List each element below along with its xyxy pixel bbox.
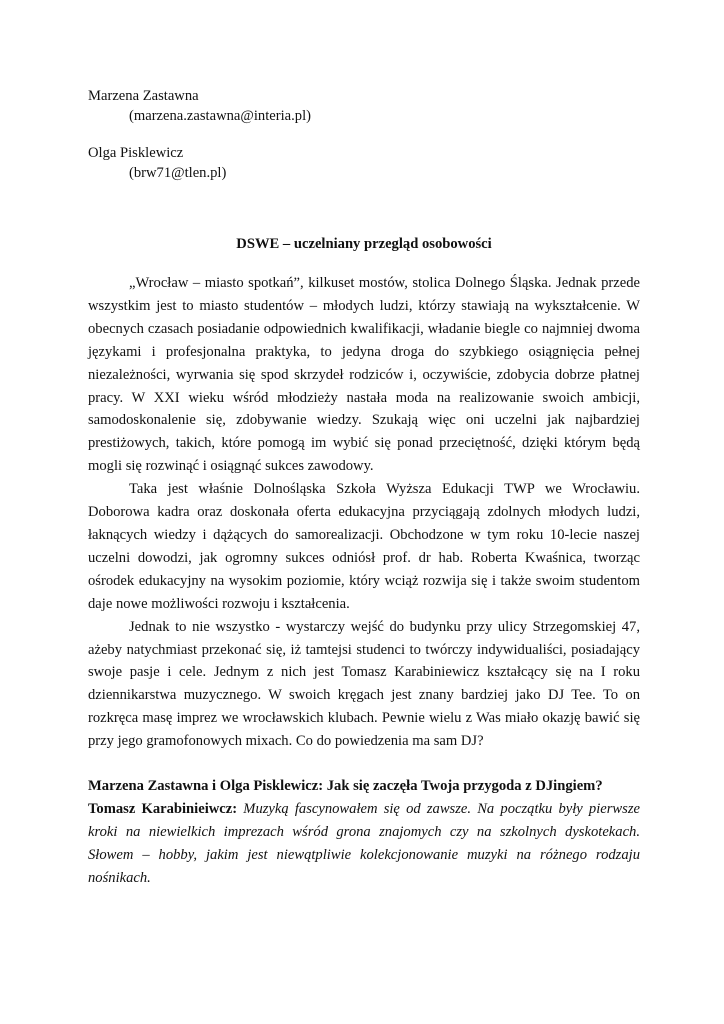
interview-section <box>88 775 640 890</box>
answer-text: Muzyką fascynowałem się od zawsze. Na początku były pierwsze kroki na niewielkich imprezach wśród grona znajomych czy na szkolnych dyskotekach. Słowem – hobby, jakim jest niewątpliwie kolekcjonowanie muzyki na różnego rodzaju nośnikach. <box>88 800 640 886</box>
article-title: DSWE – uczelniany przegląd osobowości <box>236 236 492 252</box>
interview-answer <box>88 798 640 890</box>
author-block-1 <box>88 86 640 126</box>
author-email: (marzena.zastawna@interia.pl) <box>129 108 311 124</box>
document-page <box>88 86 640 890</box>
body-paragraph: Taka jest właśnie Dolnośląska Szkoła Wyższa Edukacji TWP we Wrocławiu. Doborowa kadra oraz doskonała oferta edukacyjna przyciągają zdolnych młodych ludzi, łaknących wiedzy i dążących do samorealizacji. Obchodzone w tym roku 10-lecie naszej uczelni dowodzi, jak ogromny sukces odniósł prof. dr hab. Roberta Kwaśnica, tworząc ośrodek edukacyjny na wysokim poziomie, który wciąż rozwija się i także swoim studentom daje nowe możliwości rozwoju i kształcenia. <box>88 481 640 612</box>
interview-question: Marzena Zastawna i Olga Pisklewicz: Jak się zaczęła Twoja przygoda z DJingiem? <box>88 778 603 795</box>
body-paragraph: Jednak to nie wszystko - wystarczy wejść do budynku przy ulicy Strzegomskiej 47, ażeby natychmiast przekonać się, iż tamtejsi studenci to twórczy indywidualiści, posiadający swoje pasje i cele. Jednym z nich jest Tomasz Karabiniewicz kształcący się na I roku dziennikarstwa muzycznego. W swoich kręgach jest znany bardziej jako DJ Tee. To on rozkręca masę imprez we wrocławskich klubach. Pewnie wielu z Was miało okazję bawić się przy jego gramofonowych mixach. Co do powiedzenia ma sam DJ? <box>88 618 640 750</box>
answer-speaker: Tomasz Karabinieiwcz: <box>88 800 238 817</box>
author-name: Marzena Zastawna <box>88 88 199 104</box>
article-body <box>88 272 640 753</box>
author-name: Olga Pisklewicz <box>88 145 184 161</box>
author-block-2 <box>88 143 640 183</box>
author-email: (brw71@tlen.pl) <box>129 165 227 181</box>
body-paragraph: „Wrocław – miasto spotkań”, kilkuset mostów, stolica Dolnego Śląska. Jednak przede wszystkim jest to miasto studentów – młodych ludzi, którzy stawiają na wykształcenie. W obecnych czasach posiadanie odpowiednich kwalifikacji, władanie biegle co najmniej dwoma językami i profesjonalna praktyka, to jedyna droga do szybkiego osiągnięcia pełnej niezależności, wyrwania się spod skrzydeł rodziców i, oczywiście, zdobycia dobrze płatnej pracy. W XXI wieku wśród młodzieży nastała moda na realizowanie swoich ambicji, samodoskonalenie się, zdobywanie wiedzy. Szukają więc oni uczelni jak najbardziej prestiżowych, takich, które pomogą im wybić się ponad przeciętność, dzięki którym będą mogli się rozwinąć i osiągnąć sukces zawodowy. <box>88 275 640 475</box>
